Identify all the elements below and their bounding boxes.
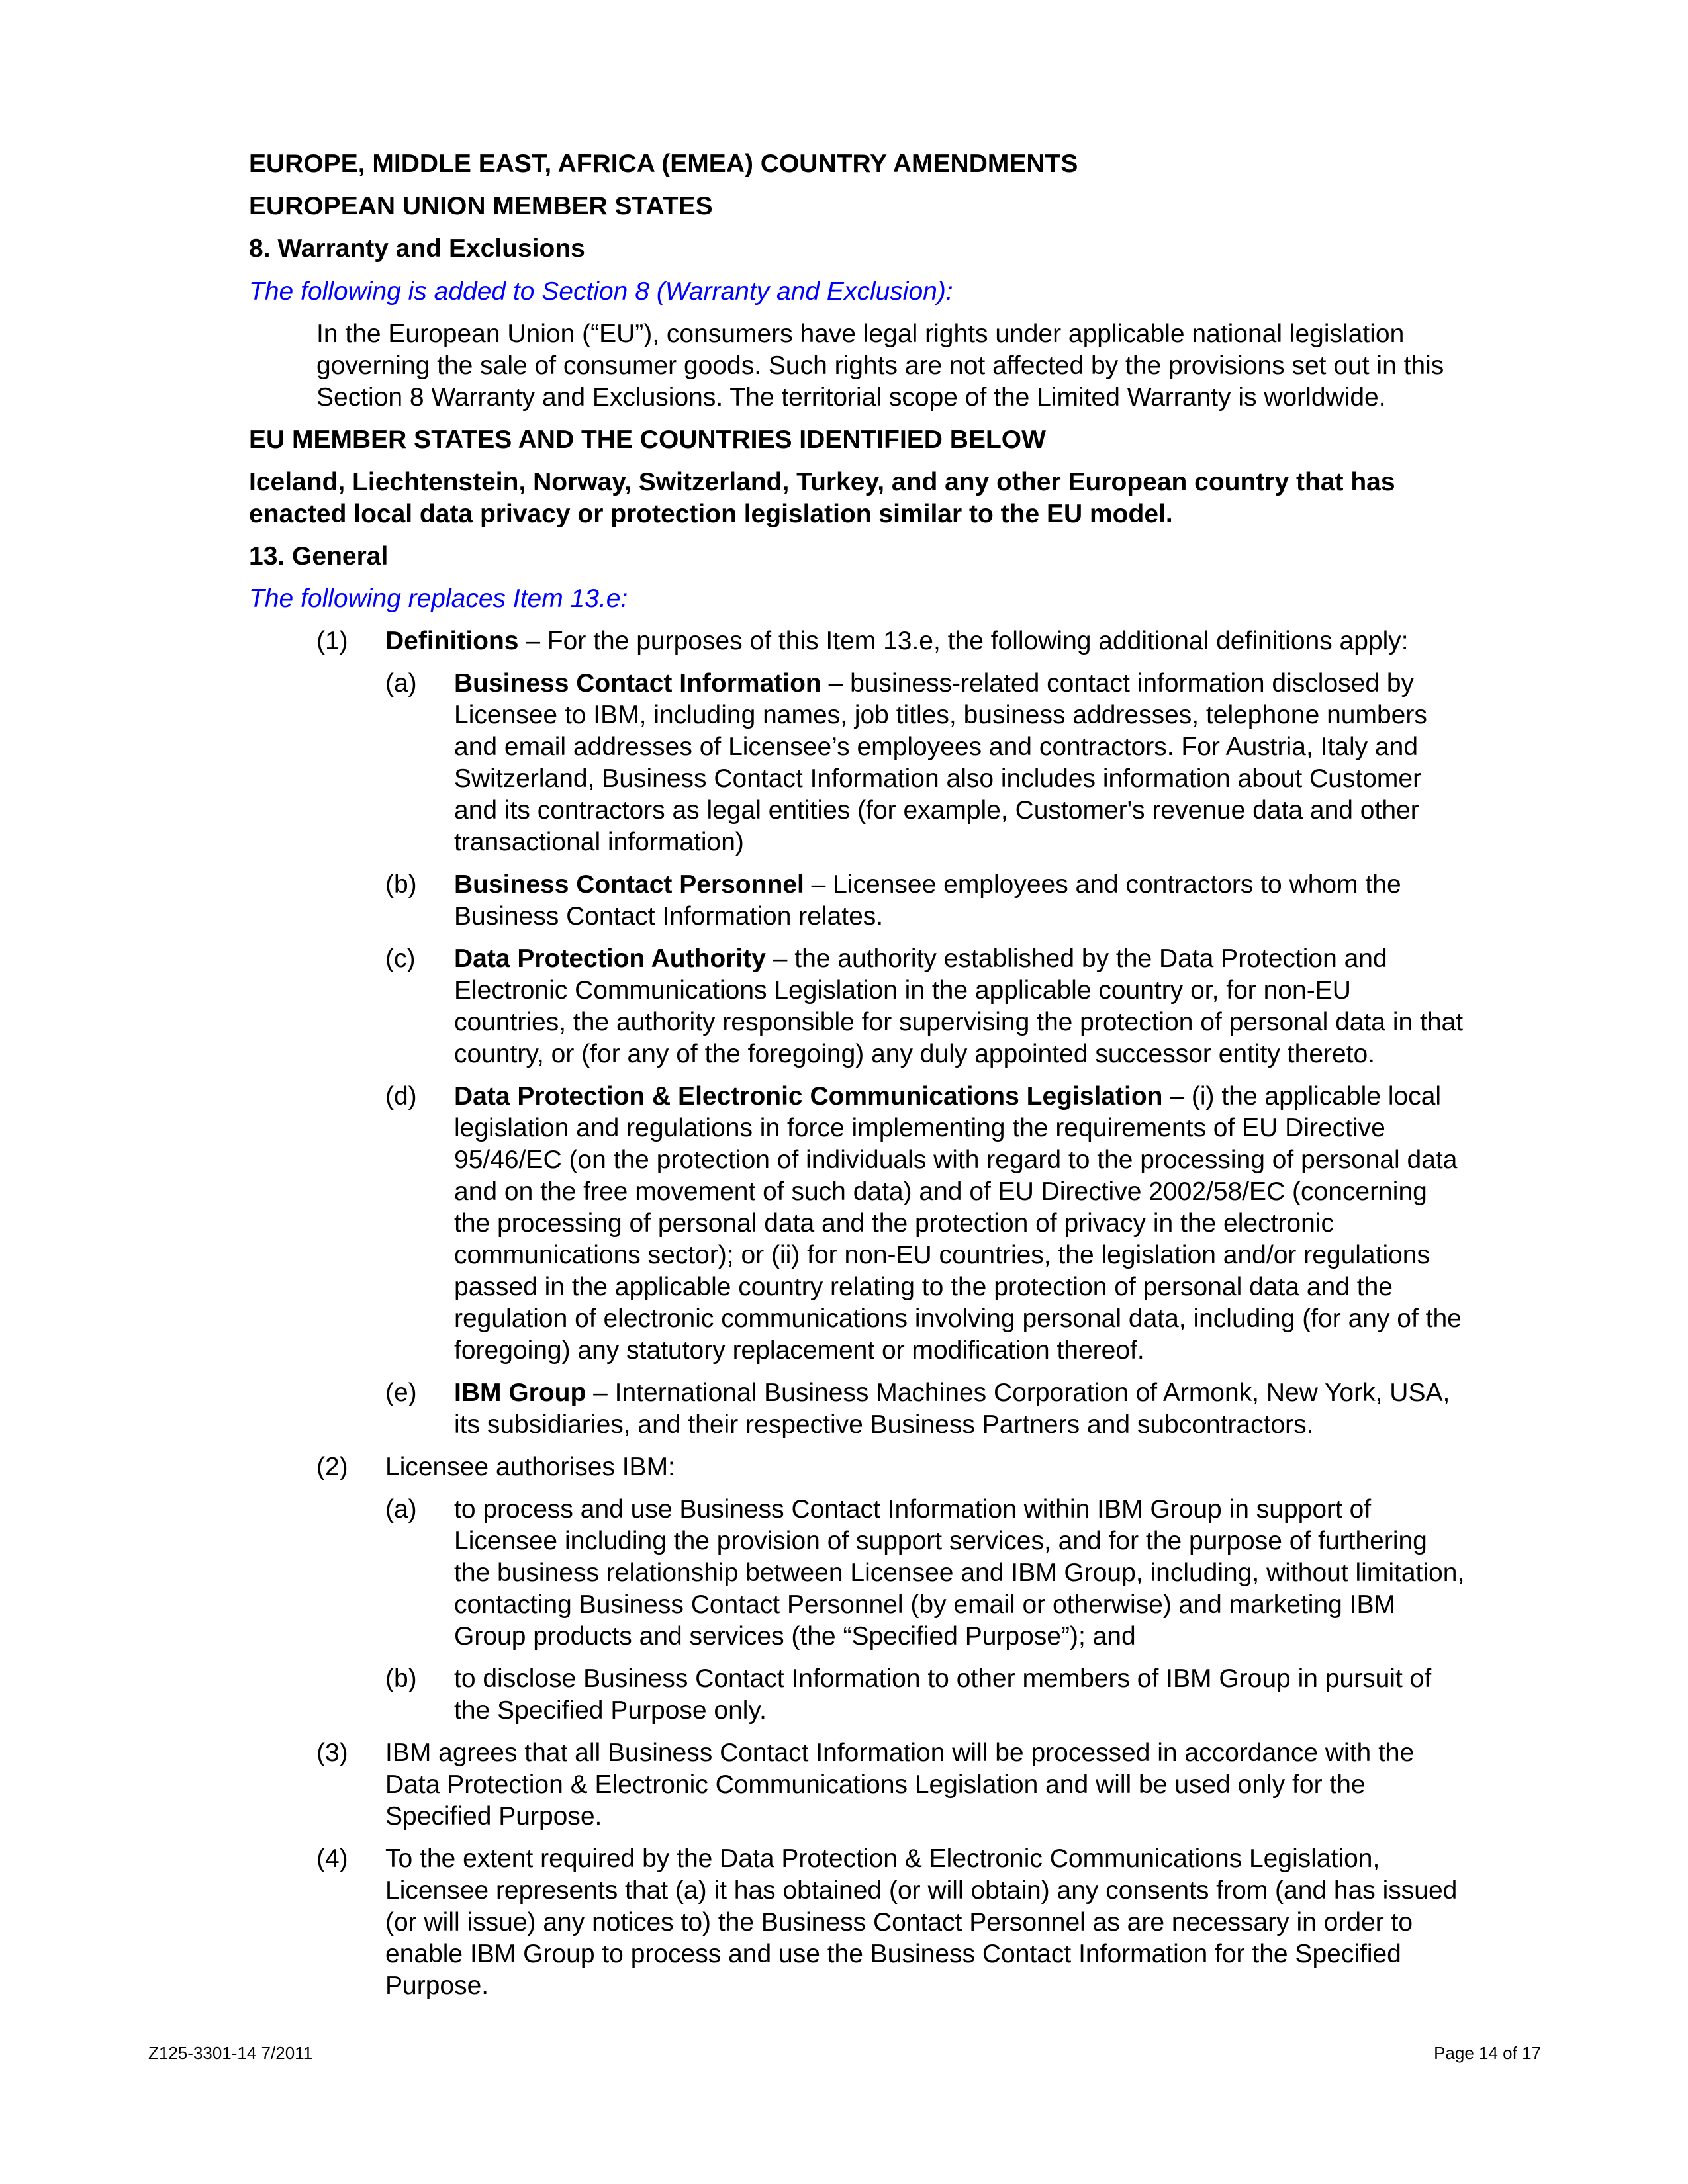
definition-data-protection-authority [454, 943, 1463, 1070]
definition-line: Switzerland, Business Contact Information also includes information about Customer [454, 764, 1422, 793]
subitem-line: the business relationship between Licensee and IBM Group, including, without limitation, [454, 1559, 1465, 1587]
item4-line: enable IBM Group to process and use the Business Contact Information for the Specified [385, 1940, 1401, 1968]
item-number: (4) [316, 1844, 348, 1873]
item4-text [385, 1843, 1457, 2002]
note-section8: The following is added to Section 8 (Warranty and Exclusion): [249, 277, 953, 306]
definition-line: transactional information) [454, 828, 744, 856]
term-data-protection-legislation: Data Protection & Electronic Communications Legislation [454, 1082, 1163, 1111]
definition-business-contact-information [454, 668, 1427, 858]
note-item13e: The following replaces Item 13.e: [249, 584, 628, 613]
definition-line: legislation and regulations in force implementing the requirements of EU Directive [454, 1114, 1385, 1142]
definition-line: and email addresses of Licensee’s employees and contractors. For Austria, Italy and [454, 733, 1419, 761]
subitem-line: contacting Business Contact Personnel (by email or otherwise) and marketing IBM [454, 1590, 1395, 1619]
eu-paragraph-line: Section 8 Warranty and Exclusions. The territorial scope of the Limited Warranty is worldwide. [316, 383, 1386, 412]
subitem-letter: (b) [385, 1664, 417, 1693]
item-number: (3) [316, 1739, 348, 1767]
definition-line: regulation of electronic communications involving personal data, including (for any of the [454, 1304, 1462, 1333]
definition-line: countries, the authority responsible for supervising the protection of personal data in that [454, 1008, 1464, 1036]
item4-line: Purpose. [385, 1972, 489, 2000]
definition-line: and its contractors as legal entities (for example, Customer's revenue data and other [454, 796, 1419, 825]
definition-line: its subsidiaries, and their respective Business Partners and subcontractors. [454, 1410, 1314, 1439]
subitem-letter: (a) [385, 669, 417, 698]
footer-doc-id: Z125-3301-14 7/2011 [148, 2043, 313, 2063]
item1-definitions [385, 625, 1409, 657]
eu-paragraph-line: governing the sale of consumer goods. Such rights are not affected by the provisions set out in this [316, 351, 1444, 380]
definition-line: Business Contact Information relates. [454, 902, 884, 931]
item2-text [385, 1451, 675, 1483]
term-ibm-group: IBM Group [454, 1379, 586, 1407]
heading-eu-and-countries: EU MEMBER STATES AND THE COUNTRIES IDENTIFIED BELOW [249, 426, 1046, 454]
definition-line: Electronic Communications Legislation in the applicable country or, for non-EU [454, 976, 1351, 1005]
subitem-line: to disclose Business Contact Information to other members of IBM Group in pursuit of [454, 1664, 1432, 1693]
term-business-contact-information: Business Contact Information [454, 669, 821, 698]
subitem-letter: (d) [385, 1082, 417, 1111]
item-number: (1) [316, 627, 348, 655]
subitem-line: Group products and services (the “Specified Purpose”); and [454, 1622, 1136, 1651]
heading-general: 13. General [249, 542, 389, 570]
definition-ibm-group [454, 1377, 1450, 1441]
item3-line: IBM agrees that all Business Contact Information will be processed in accordance with the [385, 1739, 1415, 1767]
heading-countries-line: enacted local data privacy or protection legislation similar to the EU model. [249, 500, 1173, 528]
definition-line: foregoing) any statutory replacement or modification thereof. [454, 1336, 1145, 1365]
item4-line: (or will issue) any notices to) the Business Contact Personnel as are necessary in order to [385, 1908, 1413, 1936]
definition-text: – business-related contact information disclosed by [821, 669, 1415, 698]
subitem-letter: (a) [385, 1495, 417, 1524]
item3-text [385, 1737, 1414, 1833]
definition-line: communications sector); or (ii) for non-EU countries, the legislation and/or regulations [454, 1241, 1430, 1269]
definition-line: passed in the applicable country relating to the protection of personal data and the [454, 1273, 1393, 1301]
definition-line: the processing of personal data and the protection of privacy in the electronic [454, 1209, 1334, 1238]
eu-paragraph [316, 318, 1444, 414]
item3-line: Specified Purpose. [385, 1802, 602, 1831]
subitem-line: to process and use Business Contact Information within IBM Group in support of [454, 1495, 1372, 1524]
subitem-letter: (e) [385, 1379, 417, 1407]
definition-text: – International Business Machines Corporation of Armonk, New York, USA, [586, 1379, 1450, 1407]
definition-text: – (i) the applicable local [1162, 1082, 1442, 1111]
heading-eu-member-states: EUROPEAN UNION MEMBER STATES [249, 192, 713, 220]
item3-line: Data Protection & Electronic Communications Legislation and will be used only for the [385, 1770, 1366, 1799]
term-business-contact-personnel: Business Contact Personnel [454, 870, 804, 899]
subitem-letter: (b) [385, 870, 417, 899]
heading-countries-line: Iceland, Liechtenstein, Norway, Switzerland, Turkey, and any other European country that has [249, 468, 1395, 496]
definition-business-contact-personnel [454, 869, 1401, 933]
definition-text: – Licensee employees and contractors to whom the [804, 870, 1401, 899]
item4-line: Licensee represents that (a) it has obtained (or will obtain) any consents from (and has issued [385, 1876, 1458, 1905]
item-number: (2) [316, 1453, 348, 1481]
heading-countries [249, 467, 1395, 530]
definition-text: – the authority established by the Data Protection and [765, 944, 1387, 973]
term-definitions: Definitions [385, 627, 519, 655]
heading-emea: EUROPE, MIDDLE EAST, AFRICA (EMEA) COUNTRY AMENDMENTS [249, 150, 1078, 178]
term-data-protection-authority: Data Protection Authority [454, 944, 766, 973]
subitem-letter: (c) [385, 944, 416, 973]
definition-line: Licensee to IBM, including names, job titles, business addresses, telephone numbers [454, 701, 1427, 729]
subitem-line: Licensee including the provision of support services, and for the purpose of furthering [454, 1527, 1427, 1555]
definition-data-protection-legislation [454, 1081, 1462, 1367]
item2-subitem-b [454, 1663, 1431, 1727]
definition-line: country, or (for any of the foregoing) any duly appointed successor entity thereto. [454, 1040, 1376, 1068]
item2-line: Licensee authorises IBM: [385, 1453, 675, 1481]
definition-line: and on the free movement of such data) and of EU Directive 2002/58/EC (concerning [454, 1177, 1427, 1206]
subitem-line: the Specified Purpose only. [454, 1696, 767, 1725]
definition-line: 95/46/EC (on the protection of individuals with regard to the processing of personal data [454, 1146, 1458, 1174]
eu-paragraph-line: In the European Union (“EU”), consumers have legal rights under applicable national legislation [316, 320, 1405, 348]
item4-line: To the extent required by the Data Protection & Electronic Communications Legislation, [385, 1844, 1380, 1873]
footer-page-number: Page 14 of 17 [1434, 2043, 1541, 2063]
item1-text: – For the purposes of this Item 13.e, the following additional definitions apply: [518, 627, 1409, 655]
heading-warranty: 8. Warranty and Exclusions [249, 234, 585, 263]
item2-subitem-a [454, 1494, 1464, 1653]
